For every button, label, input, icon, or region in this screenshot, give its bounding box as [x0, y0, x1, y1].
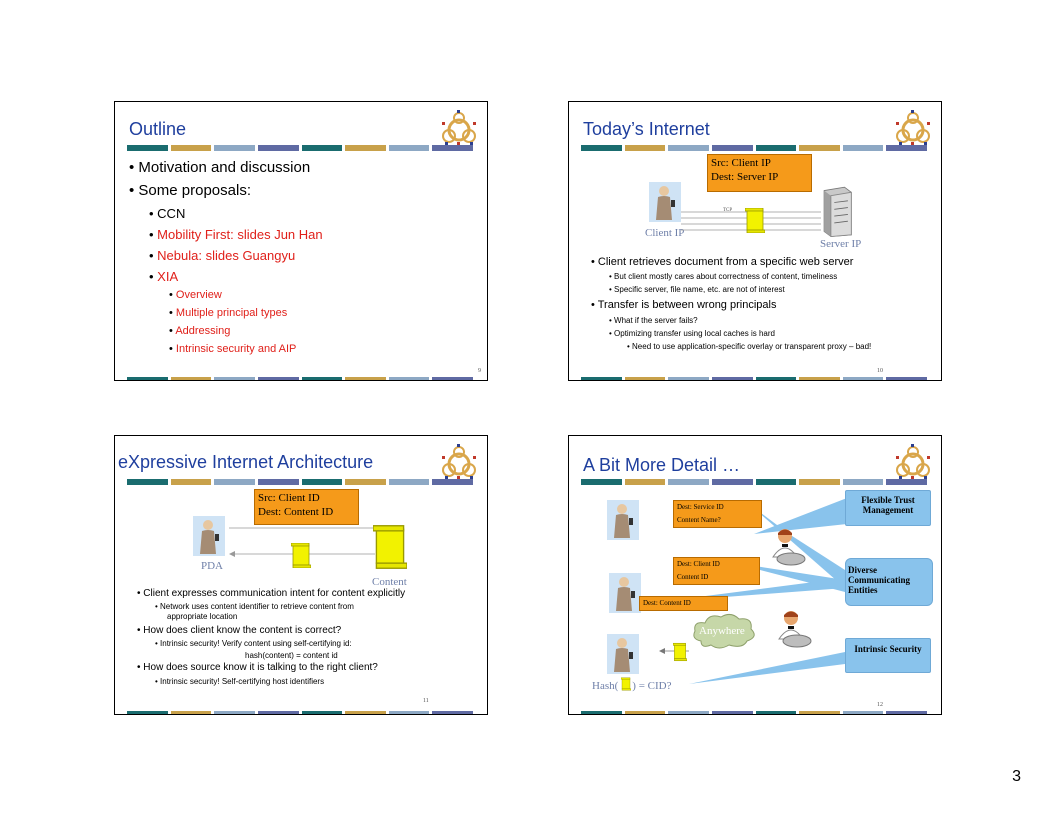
slide-page-number: 11 — [423, 698, 429, 704]
bullet-item: • How does client know the content is correct? — [137, 625, 342, 636]
bullet-item: • But client mostly cares about correctness of content, timeliness — [609, 272, 838, 281]
tcp-label: TCP — [723, 208, 733, 213]
hash-prefix: Hash( — [592, 680, 619, 692]
pda-person-icon — [193, 516, 225, 556]
xia-logo-icon — [439, 108, 479, 148]
slide-page-number: 10 — [877, 368, 883, 374]
slide-title: A Bit More Detail … — [583, 455, 741, 475]
bullet-item: • XIA — [149, 269, 179, 284]
client-person-icon — [607, 500, 639, 540]
bullet-item: • Client retrieves document from a specific web server — [591, 256, 854, 268]
slide-todays-internet — [568, 101, 942, 381]
bullet-item: • How does source know it is talking to the right client? — [137, 662, 378, 673]
server-ip-label: Server IP — [820, 238, 862, 250]
anywhere-label: Anywhere — [699, 625, 745, 637]
bottom-stripe — [127, 711, 473, 715]
bullet-item: • Optimizing transfer using local caches is hard — [609, 329, 775, 338]
bullet-item: • Client expresses communication intent for content explicitly — [137, 588, 406, 599]
slide-xia — [114, 435, 488, 715]
page-number: 3 — [1012, 768, 1021, 785]
content-waiter-icon — [775, 604, 815, 654]
xia-logo-icon — [893, 108, 933, 148]
slide-page-number: 9 — [478, 368, 481, 374]
document-scroll-icon — [673, 642, 687, 662]
document-scroll-icon — [291, 543, 311, 568]
bullet-item: • Need to use application-specific overlay or transparent proxy – bad! — [627, 342, 872, 351]
callout-intrinsic-security: Intrinsic Security — [845, 638, 931, 673]
bullet-item: • Specific server, file name, etc. are not of interest — [609, 285, 785, 294]
bullet-item: • Intrinsic security! Verify content using self-certifying id: — [155, 639, 352, 648]
bullet-item: • CCN — [149, 206, 186, 221]
client-id-label: Dest: Client ID — [677, 560, 720, 568]
service-waiter-icon — [769, 522, 809, 572]
server-icon — [819, 184, 853, 238]
slide-title: Outline — [129, 119, 187, 139]
client-ip-label: Client IP — [645, 227, 685, 239]
content-label: Content — [372, 576, 407, 588]
bullet-item: • Transfer is between wrong principals — [591, 299, 777, 311]
bullet-item: • Nebula: slides Guangyu — [149, 248, 296, 263]
client-person-icon — [609, 573, 641, 613]
content-scroll-icon — [373, 516, 407, 578]
hash-suffix: ) = CID? — [632, 680, 672, 692]
service-id-box — [673, 500, 762, 528]
service-id-label: Dest: Service ID — [677, 503, 724, 511]
bullet-item: • Network uses content identifier to retrieve content from — [155, 602, 354, 611]
bottom-stripe — [581, 377, 927, 381]
bullet-item: appropriate location — [167, 612, 238, 621]
bullet-item: • Multiple principal types — [169, 307, 288, 319]
xia-logo-icon — [439, 442, 479, 482]
bullet-item: • Overview — [169, 289, 222, 301]
dest-label: Dest: Server IP — [711, 171, 779, 183]
src-label: Src: Client ID — [258, 492, 320, 504]
packet-header-box — [707, 154, 812, 192]
client-id-box — [673, 557, 760, 585]
slide-outline — [114, 101, 488, 381]
bullet-item: • Mobility First: slides Jun Han — [149, 227, 323, 242]
callout-flexible-trust: Flexible Trust Management — [845, 490, 931, 526]
bullet-item: hash(content) = content id — [245, 651, 338, 660]
title-stripe — [127, 145, 473, 151]
packet-header-box — [254, 489, 359, 525]
content-id-label: Content ID — [677, 573, 709, 581]
slide-page-number: 12 — [877, 702, 883, 708]
slide-more-detail — [568, 435, 942, 715]
content-name-label: Content Name? — [677, 516, 721, 524]
bullet-item: • What if the server fails? — [609, 316, 698, 325]
pda-label: PDA — [201, 560, 224, 572]
bullet-item: • Some proposals: — [129, 182, 251, 199]
client-person-icon — [649, 182, 681, 222]
content-id-box — [639, 596, 728, 611]
bullet-item: • Intrinsic security! Self-certifying host identifiers — [155, 677, 325, 686]
bullet-item: • Addressing — [169, 325, 231, 337]
document-scroll-icon — [745, 208, 765, 233]
bullet-item: • Motivation and discussion — [129, 159, 311, 176]
hash-cid-label — [592, 680, 671, 692]
dest-label: Dest: Content ID — [258, 506, 334, 518]
src-label: Src: Client IP — [711, 157, 771, 169]
bullet-item: • Intrinsic security and AIP — [169, 343, 297, 355]
slide-title: eXpressive Internet Architecture — [118, 452, 374, 472]
client-person-icon — [607, 634, 639, 674]
title-stripe — [581, 145, 927, 151]
dest-content-id-label: Dest: Content ID — [643, 599, 691, 607]
title-stripe — [127, 479, 473, 485]
slide-title: Today’s Internet — [583, 119, 710, 139]
callout-diverse-entities: Diverse Communicating Entities — [845, 558, 933, 606]
bottom-stripe — [127, 377, 473, 381]
bottom-stripe — [581, 711, 927, 715]
